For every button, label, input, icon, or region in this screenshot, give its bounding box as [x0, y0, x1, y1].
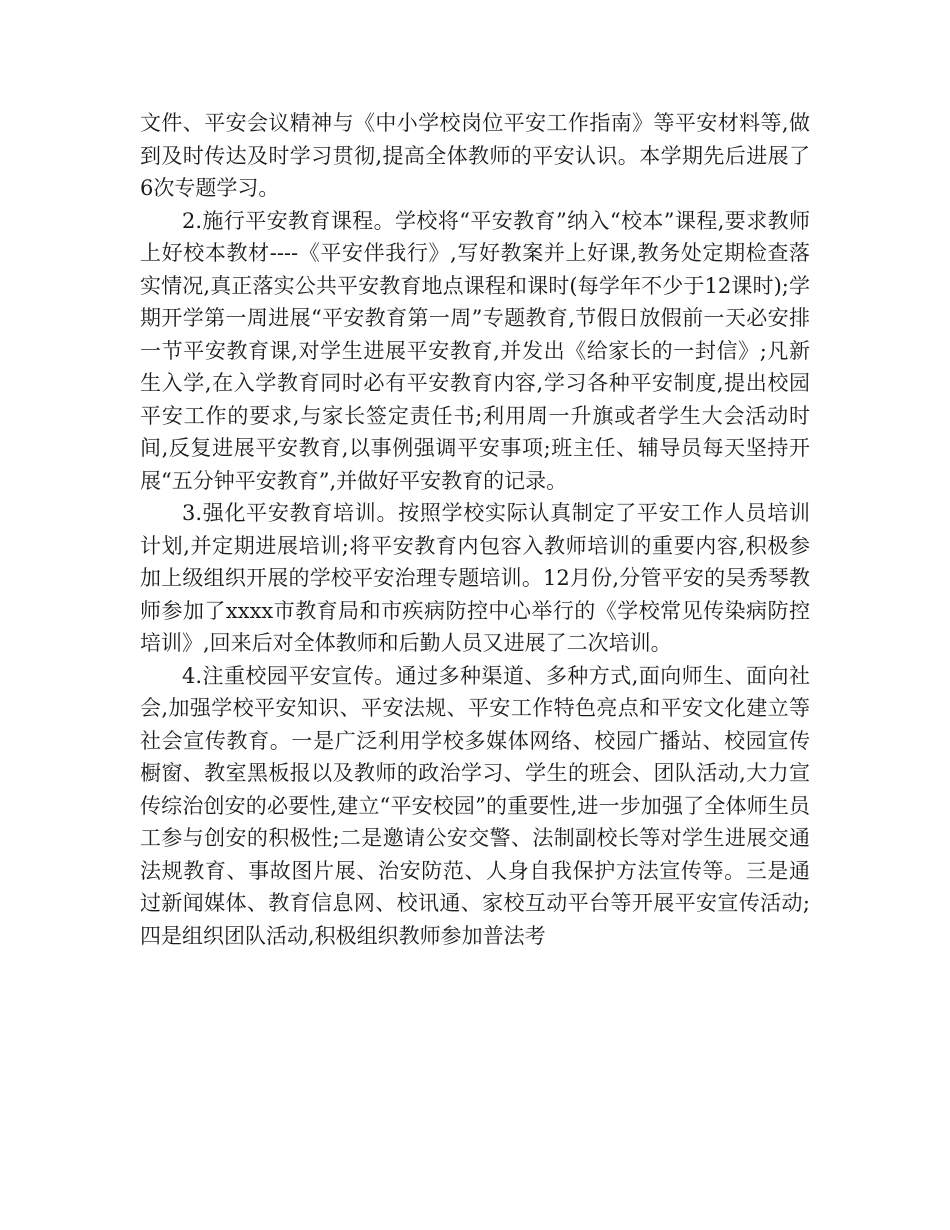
paragraph-continued-study: 文件、平安会议精神与《中小学校岗位平安工作指南》等平安材料等,做到及时传达及时学习贯彻,提高全体教师的平安认识。本学期先后进展了6次专题学习。: [140, 111, 810, 200]
paragraph-campus-publicity: 4.注重校园平安宣传。通过多种渠道、多种方式,面向师生、面向社会,加强学校平安知识、平安法规、平安工作特色亮点和平安文化建立等社会宣传教育。一是广泛利用学校多媒体网络、校园广播站、校园宣传橱窗、教室黑板报以及教师的政治学习、学生的班会、团队活动,大力宣传综治创安的必要性,建立“平安校园”的重要性,进一步加强了全体师生员工参与创安的积极性;二是邀请公安交警、法制副校长等对学生进展交通法规教育、事故图片展、治安防范、人身自我保护方法宣传等。三是通过新闻媒体、教育信息网、校讯通、家校互动平台等开展平安宣传活动;四是组织团队活动,积极组织教师参加普法考: [140, 663, 810, 948]
paragraph-safety-curriculum: 2.施行平安教育课程。学校将“平安教育”纳入“校本”课程,要求教师上好校本教材----《平安伴我行》,写好教案并上好课,教务处定期检查落实情况,真正落实公共平安教育地点课程和课时(每学年不少于12课时);学期开学第一周进展“平安教育第一周”专题教育,节假日放假前一天必安排一节平安教育课,对学生进展平安教育,并发出《给家长的一封信》;凡新生入学,在入学教育同时必有平安教育内容,学习各种平安制度,提出校园平安工作的要求,与家长签定责任书;利用周一升旗或者学生大会活动时间,反复进展平安教育,以事例强调平安事项;班主任、辅导员每天坚持开展“五分钟平安教育”,并做好平安教育的记录。: [140, 208, 810, 493]
paragraph-safety-training: 3.强化平安教育培训。按照学校实际认真制定了平安工作人员培训计划,并定期进展培训;将平安教育内包容入教师培训的重要内容,积极参加上级组织开展的学校平安治理专题培训。12月份,分管平安的吴秀琴教师参加了xxxx市教育局和市疾病防控中心举行的《学校常见传染病防控培训》,回来后对全体教师和后勤人员又进展了二次培训。: [140, 501, 810, 655]
document-page: [140, 107, 810, 952]
